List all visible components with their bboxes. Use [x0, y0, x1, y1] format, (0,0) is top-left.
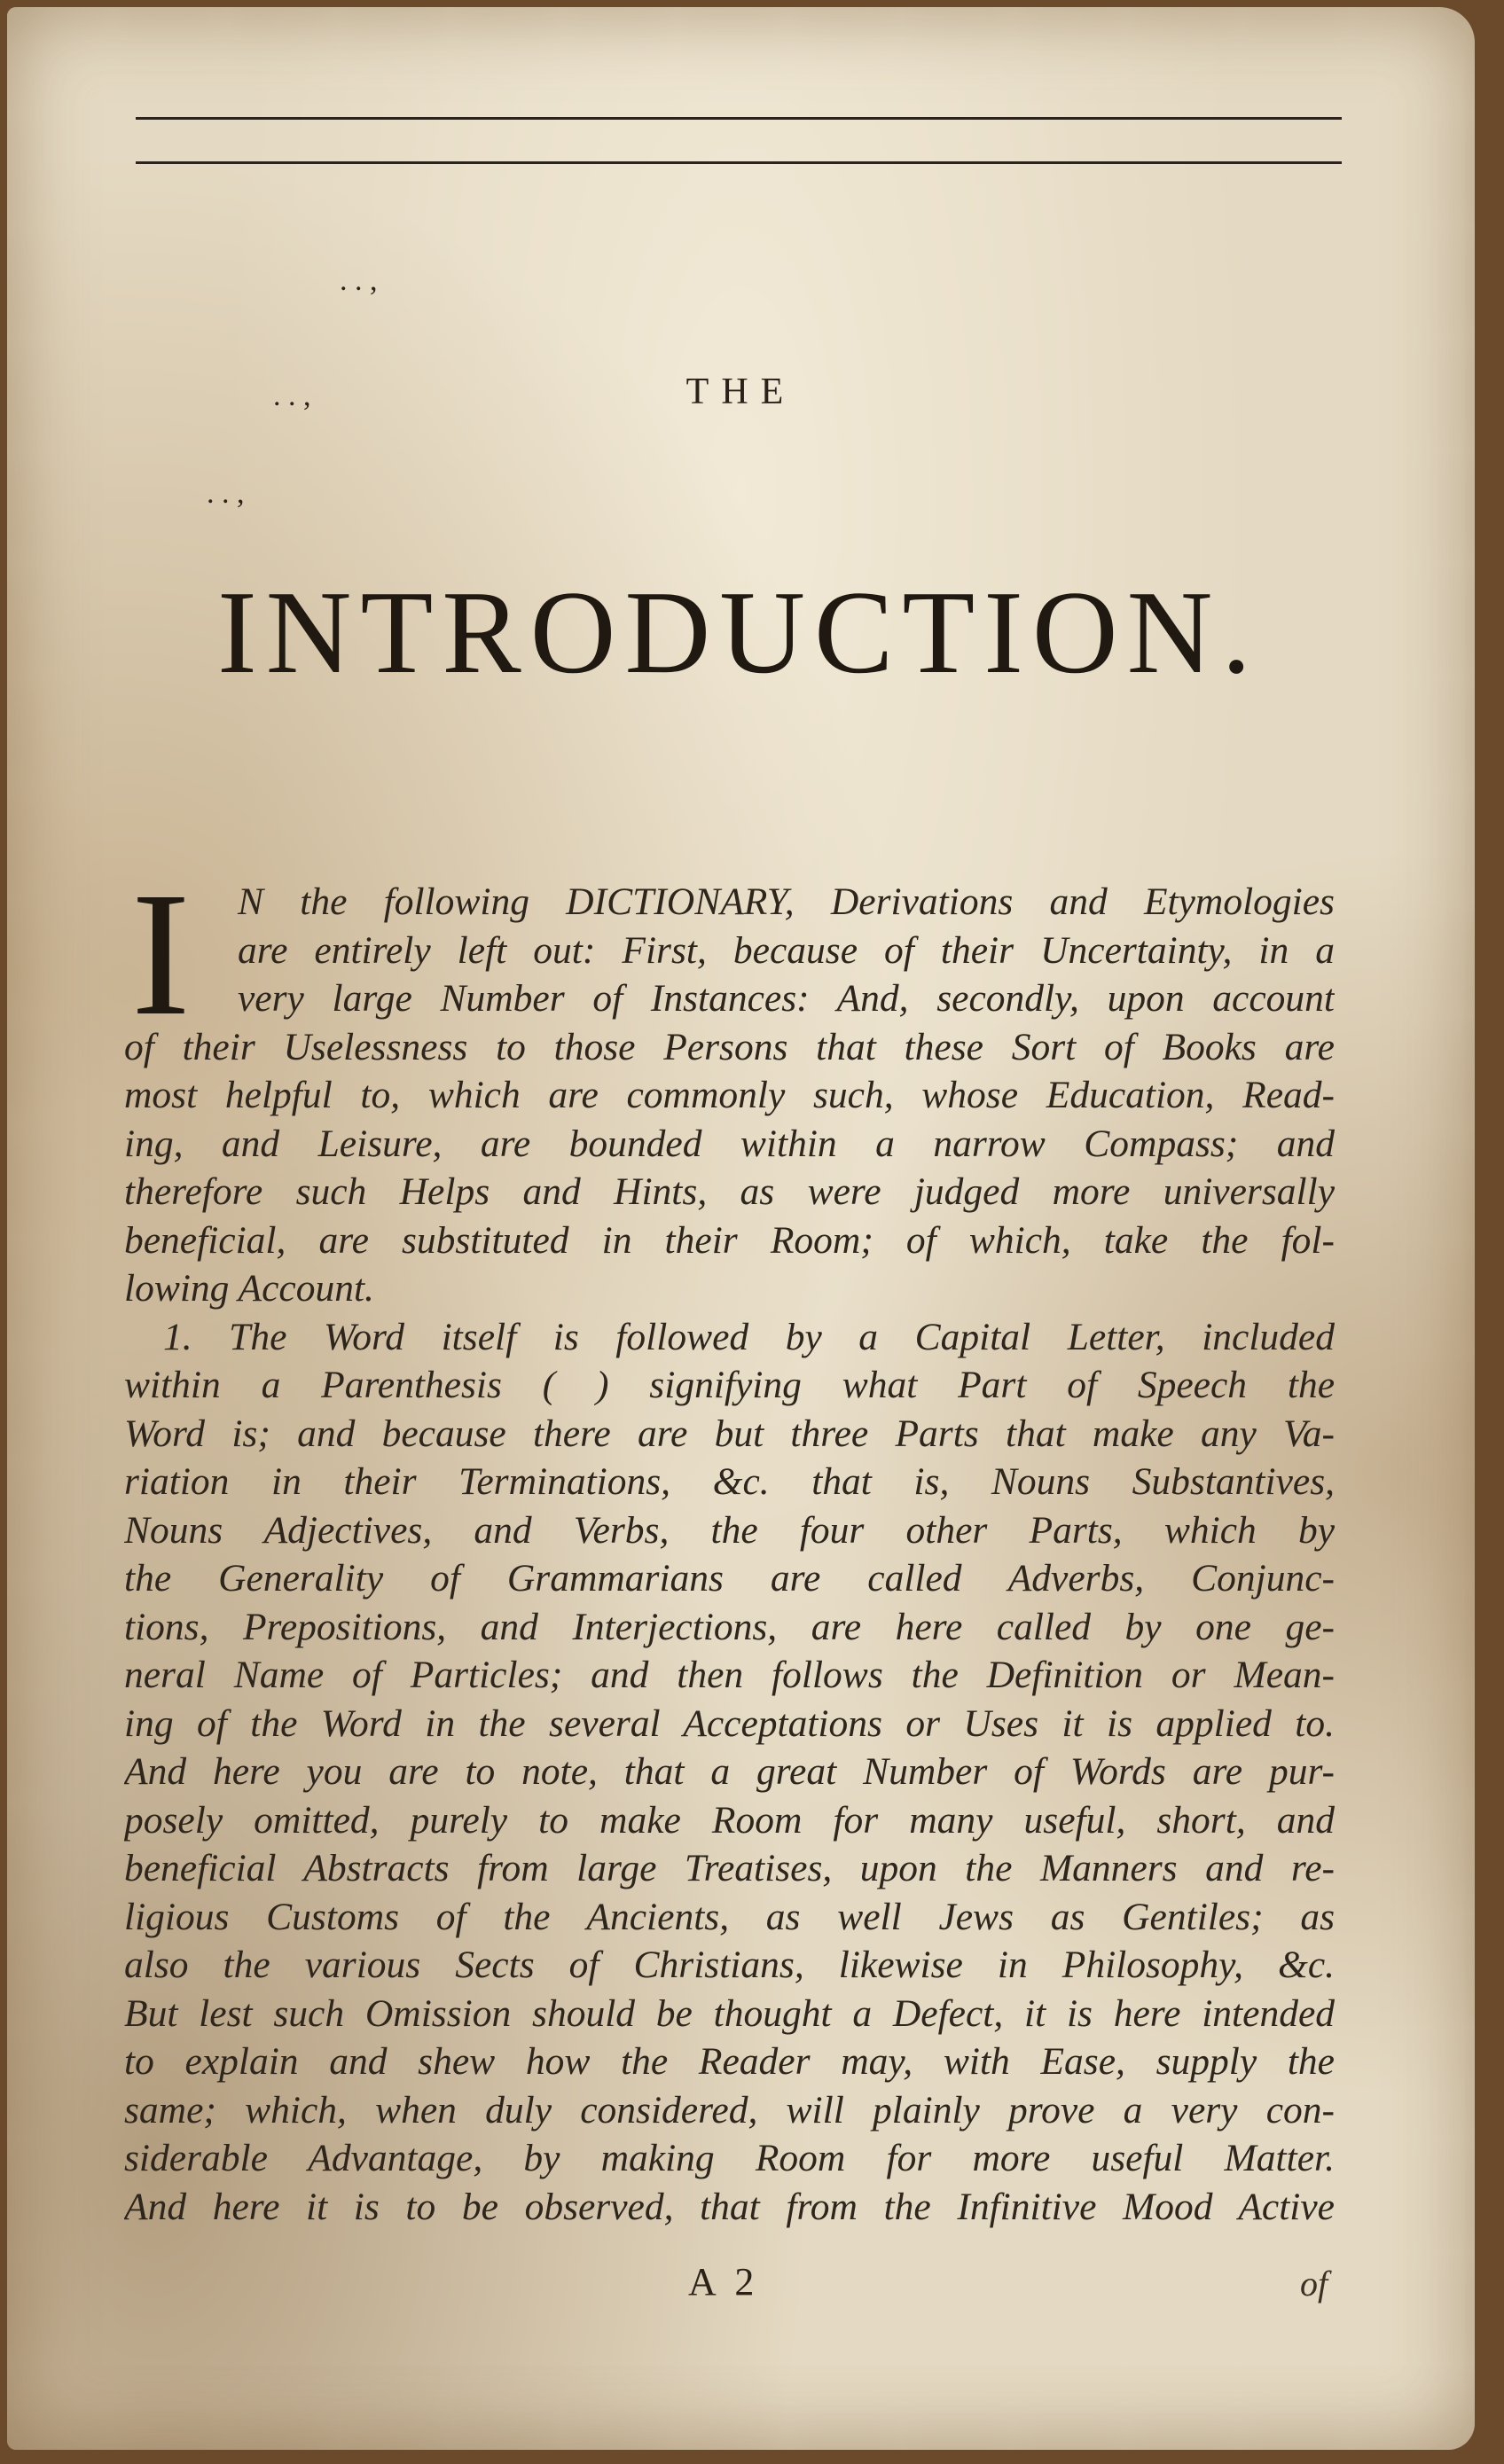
text-line: riation in their Terminations, &c. that is, Nouns Substantives, [124, 1460, 1335, 1503]
text-line: to explain and shew how the Reader may, with Ease, supply the [124, 2040, 1335, 2083]
text-line: of their Uselessness to those Persons that these Sort of Books are [124, 1025, 1335, 1068]
catchword: of [1300, 2264, 1328, 2304]
text-line: N the following DICTIONARY, Derivations and Etymologies [238, 880, 1335, 923]
text-line: ing of the Word in the several Acceptations or Uses it is applied to. [124, 1701, 1335, 1745]
top-rule [136, 117, 1342, 120]
text-line: beneficial, are substituted in their Room; of which, take the fol- [124, 1218, 1335, 1262]
text-line: ing, and Leisure, are bounded within a narrow Compass; and [124, 1122, 1335, 1165]
text-line: ligious Customs of the Ancients, as well Jews as Gentiles; as [124, 1895, 1335, 1938]
text-line: same; which, when duly considered, will plainly prove a very con- [124, 2088, 1335, 2132]
second-rule [136, 161, 1342, 164]
ink-marks: . . , [273, 379, 311, 412]
text-line: neral Name of Particles; and then follows the Definition or Mean- [124, 1654, 1335, 1696]
text-line: 1. The Word itself is followed by a Capital Letter, included [163, 1315, 1335, 1358]
text-line: most helpful to, which are commonly such, whose Education, Read- [124, 1074, 1335, 1116]
text-line: within a Parenthesis ( ) signifying what Part of Speech the [124, 1364, 1335, 1406]
body-text [124, 857, 1335, 2231]
text-line: posely omitted, purely to make Room for many useful, short, and [124, 1798, 1335, 1842]
text-line: siderable Advantage, by making Room for more useful Matter. [124, 2137, 1335, 2179]
signature-mark: A 2 [688, 2260, 760, 2304]
text-line: tions, Prepositions, and Interjections, are here called by one ge- [124, 1605, 1335, 1648]
ink-marks: . . , [207, 477, 245, 510]
text-line: Nouns Adjectives, and Verbs, the four other Parts, which by [124, 1508, 1335, 1552]
text-line: And here you are to note, that a great Number of Words are pur- [124, 1750, 1335, 1793]
drop-cap: I [131, 857, 191, 1052]
text-line: therefore such Helps and Hints, as were judged more universally [124, 1170, 1335, 1213]
text-line: are entirely left out: First, because of their Uncertainty, in a [238, 928, 1335, 972]
text-line: beneficial Abstracts from large Treatises, upon the Manners and re- [124, 1847, 1335, 1889]
text-line: also the various Sects of Christians, likewise in Philosophy, &c. [124, 1944, 1335, 1986]
text-line: lowing Account. [124, 1267, 374, 1310]
text-line: But lest such Omission should be thought a Defect, it is here intended [124, 1991, 1335, 2035]
ink-marks: . . , [340, 264, 378, 297]
text-line: very large Number of Instances: And, secondly, upon account [238, 977, 1335, 1020]
text-line: And here it is to be observed, that from the Infinitive Mood Active [124, 2185, 1335, 2228]
text-line: the Generality of Grammarians are called Adverbs, Conjunc- [124, 1557, 1335, 1600]
page-title: INTRODUCTION. [217, 567, 1260, 698]
heading-the: THE [685, 372, 796, 412]
text-line: Word is; and because there are but three Parts that make any Va- [124, 1412, 1335, 1455]
